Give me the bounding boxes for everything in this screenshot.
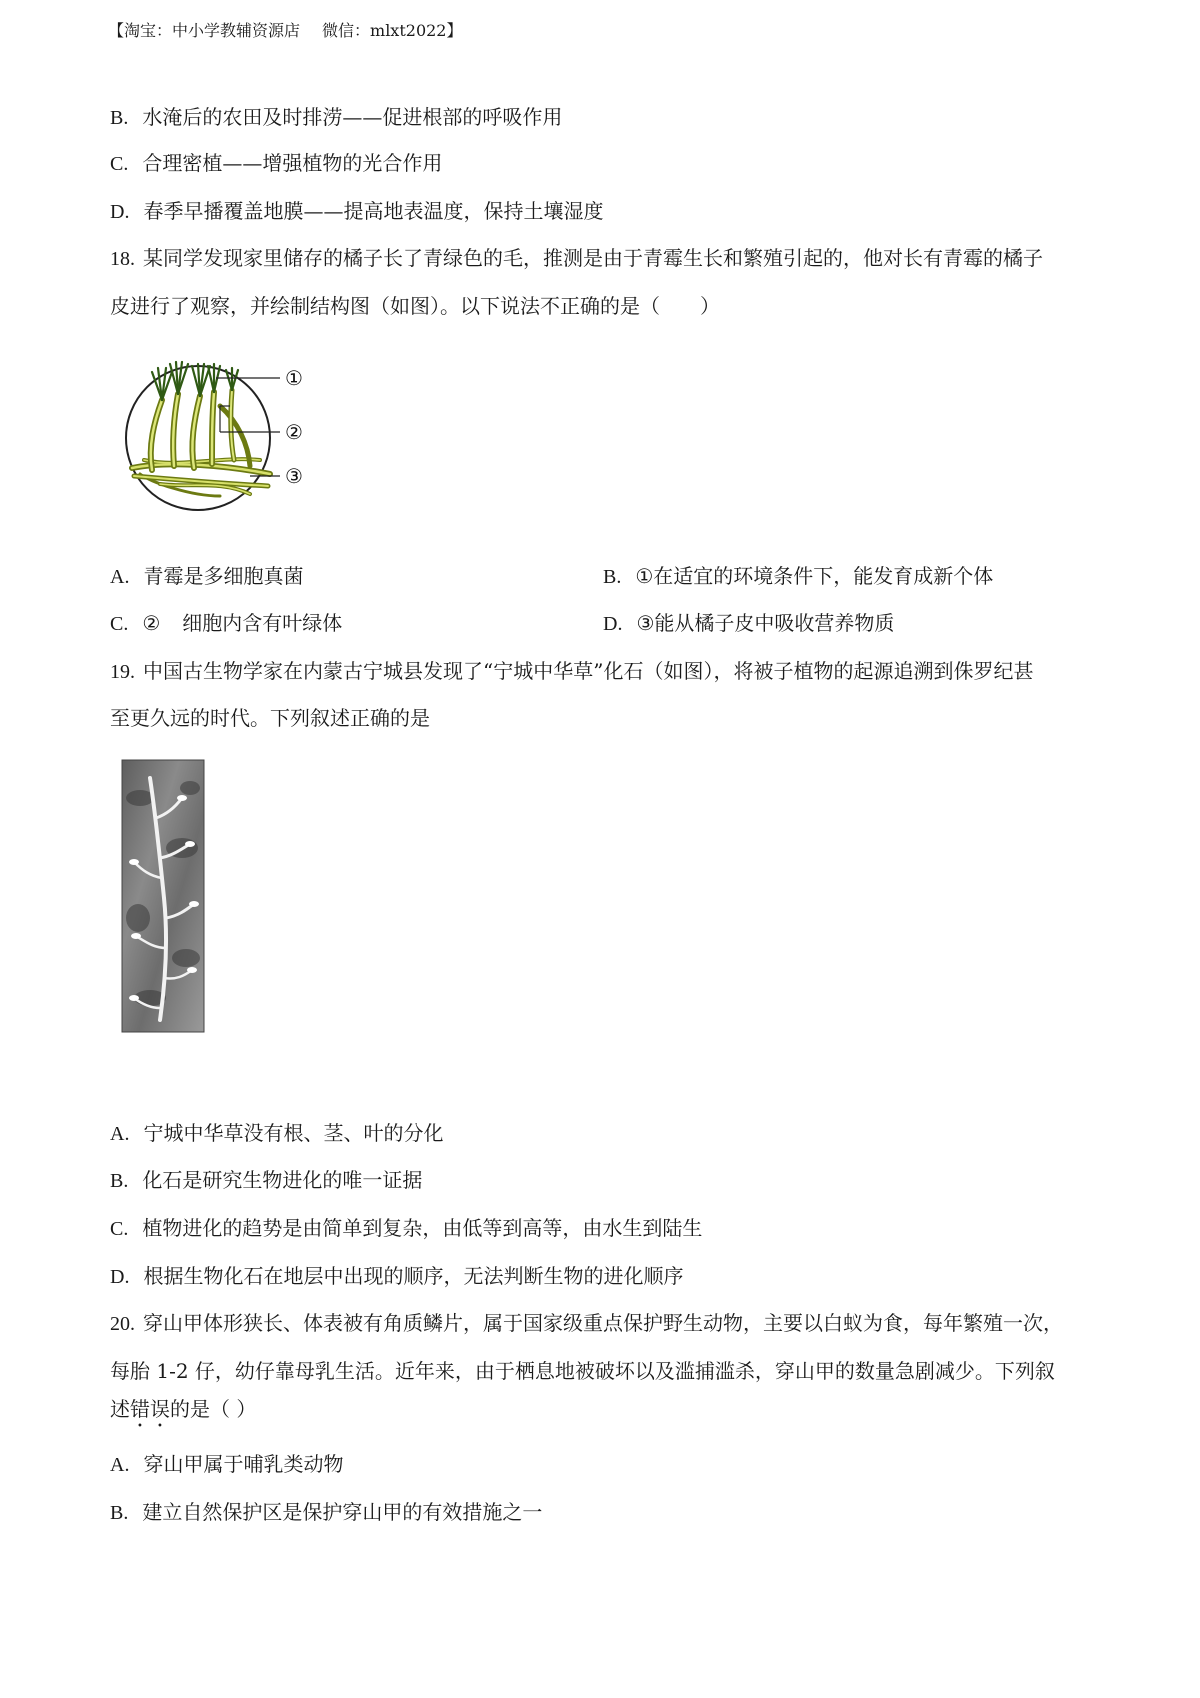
header-wechat: 微信：mlxt2022】 bbox=[322, 21, 463, 40]
q19-stem-line2: 至更久远的时代。下列叙述正确的是 bbox=[110, 706, 430, 730]
q18-option-c[interactable] bbox=[110, 611, 342, 636]
option-letter: D. bbox=[110, 201, 130, 223]
option-text: 水淹后的农田及时排涝——促进根部的呼吸作用 bbox=[142, 105, 563, 129]
question-number: 18. bbox=[110, 248, 135, 270]
option-text: 青霉是多细胞真菌 bbox=[143, 564, 304, 588]
option-letter: A. bbox=[110, 1123, 130, 1145]
option-circled-number: ② bbox=[142, 611, 161, 635]
option-letter: B. bbox=[110, 107, 129, 129]
q19-option-d[interactable] bbox=[110, 1264, 683, 1289]
q18-option-a[interactable] bbox=[110, 564, 303, 589]
stem-text-pre: 述 bbox=[110, 1397, 130, 1421]
option-letter: B. bbox=[110, 1502, 129, 1524]
q19-option-a[interactable] bbox=[110, 1121, 443, 1146]
option-letter: A. bbox=[110, 1454, 130, 1476]
stem-text-post: 的是（ ） bbox=[170, 1397, 257, 1421]
q19-option-b[interactable] bbox=[110, 1168, 422, 1193]
option-letter: C. bbox=[110, 613, 129, 635]
option-text: 春季早播覆盖地膜——提高地表温度，保持土壤湿度 bbox=[143, 199, 604, 223]
option-text: 建立自然保护区是保护穿山甲的有效措施之一 bbox=[142, 1500, 543, 1524]
penicillium-diagram bbox=[120, 356, 325, 526]
option-letter: D. bbox=[603, 613, 623, 635]
option-letter: B. bbox=[603, 566, 622, 588]
option-text: ③能从橘子皮中吸收营养物质 bbox=[636, 611, 895, 635]
option-letter: A. bbox=[110, 566, 130, 588]
option-text: 植物进化的趋势是由简单到复杂，由低等到高等，由水生到陆生 bbox=[142, 1216, 703, 1240]
option-text: 细胞内含有叶绿体 bbox=[182, 611, 343, 635]
q17-option-c[interactable] bbox=[110, 151, 442, 176]
option-letter: C. bbox=[110, 153, 129, 175]
q18-option-d[interactable] bbox=[603, 611, 894, 636]
q20-stem-line1 bbox=[110, 1311, 1063, 1336]
q20-option-a[interactable] bbox=[110, 1452, 343, 1477]
option-text: 合理密植——增强植物的光合作用 bbox=[142, 151, 443, 175]
option-text: 根据生物化石在地层中出现的顺序，无法判断生物的进化顺序 bbox=[143, 1264, 684, 1288]
q19-option-c[interactable] bbox=[110, 1216, 702, 1241]
figure-label-2: ② bbox=[285, 420, 303, 444]
q20-stem-line2: 每胎 1-2 仔，幼仔靠母乳生活。近年来，由于栖息地被破坏以及滥捕滥杀，穿山甲的数量急剧减少。下列叙 bbox=[110, 1359, 1055, 1383]
option-letter: D. bbox=[110, 1266, 130, 1288]
figure-label-1: ① bbox=[285, 366, 303, 390]
q17-option-b[interactable] bbox=[110, 105, 562, 130]
q20-option-b[interactable] bbox=[110, 1500, 542, 1525]
q18-stem-line1 bbox=[110, 246, 1043, 271]
option-text: 宁城中华草没有根、茎、叶的分化 bbox=[143, 1121, 444, 1145]
option-text: 穿山甲属于哺乳类动物 bbox=[143, 1452, 344, 1476]
q19-stem-line1 bbox=[110, 659, 1033, 684]
q20-stem-line3 bbox=[110, 1397, 256, 1432]
question-number: 20. bbox=[110, 1313, 135, 1335]
question-number: 19. bbox=[110, 661, 135, 683]
option-text: 化石是研究生物进化的唯一证据 bbox=[142, 1168, 423, 1192]
option-text: ①在适宜的环境条件下，能发育成新个体 bbox=[635, 564, 994, 588]
fossil-photo bbox=[120, 758, 206, 1034]
q17-option-d[interactable] bbox=[110, 199, 603, 224]
option-letter: C. bbox=[110, 1218, 129, 1240]
emphasized-word: 错误 bbox=[130, 1397, 170, 1421]
header-shop: 【淘宝：中小学教辅资源店 bbox=[108, 21, 301, 40]
question-text: 中国古生物学家在内蒙古宁城县发现了“宁城中华草”化石（如图），将被子植物的起源追溯到侏罗纪甚 bbox=[143, 659, 1034, 683]
figure-label-3: ③ bbox=[285, 464, 303, 488]
question-text: 穿山甲体形狭长、体表被有角质鳞片，属于国家级重点保护野生动物，主要以白蚁为食，每年繁殖一次， bbox=[143, 1311, 1063, 1335]
option-letter: B. bbox=[110, 1170, 129, 1192]
question-text: 某同学发现家里储存的橘子长了青绿色的毛，推测是由于青霉生长和繁殖引起的，他对长有青霉的橘子 bbox=[143, 246, 1043, 270]
q18-option-b[interactable] bbox=[603, 564, 993, 589]
page-header bbox=[108, 18, 462, 41]
q18-stem-line2: 皮进行了观察，并绘制结构图（如图）。以下说法不正确的是（ ） bbox=[110, 294, 720, 318]
